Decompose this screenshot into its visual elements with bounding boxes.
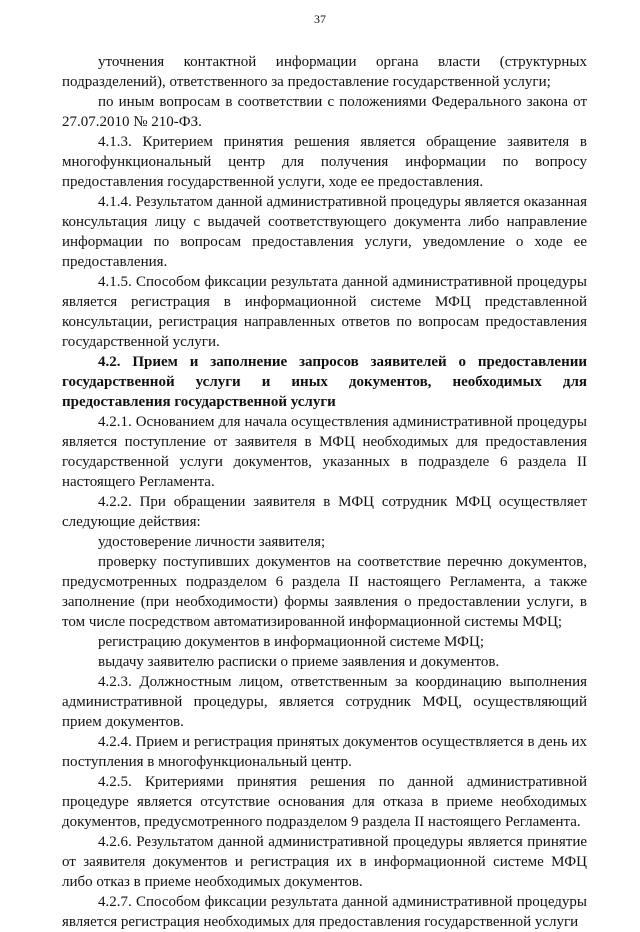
list-item: проверку поступивших документов на соответствие перечню документов, предусмотренных подразделом 6 раздела II настоящего Регламента, а также заполнение (при необходимости) формы заявления о предоставлении услуги, в том числе посредством автоматизированной информационной системы МФЦ; (62, 554, 587, 630)
list-item: регистрацию документов в информационной системе МФЦ; (98, 634, 485, 650)
section-heading: 4.2. Прием и заполнение запросов заявителей о предоставлении государственной услуги и иных документов, необходимых для предоставления государственной услуги (62, 354, 587, 410)
paragraph: 4.1.5. Способом фиксации результата данной административной процедуры является регистрация в информационной системе МФЦ представленной консультации, регистрация направленных ответов по вопросам предоставления государственной услуги. (62, 274, 587, 350)
paragraph: 4.2.2. При обращении заявителя в МФЦ сотрудник МФЦ осуществляет следующие действия: (62, 494, 587, 530)
paragraph: 4.2.6. Результатом данной административной процедуры является принятие от заявителя документов и регистрация их в информационной системе МФЦ либо отказ в приеме необходимых документов. (62, 834, 587, 890)
paragraph: 4.2.5. Критериями принятия решения по данной административной процедуре является отсутствие основания для отказа в приеме необходимых документов, предусмотренного подразделом 9 раздела II настоящего Регламента. (62, 774, 587, 830)
paragraph: 4.2.1. Основанием для начала осуществления административной процедуры является поступление от заявителя в МФЦ необходимых для предоставления государственной услуги документов, указанных в подразделе 6 раздела II настоящего Регламента. (62, 414, 587, 490)
paragraph: 4.2.3. Должностным лицом, ответственным за координацию выполнения административной процедуры, является сотрудник МФЦ, осуществляющий прием документов. (62, 674, 587, 730)
paragraph: 4.2.4. Прием и регистрация принятых документов осуществляется в день их поступления в многофункциональный центр. (62, 734, 587, 770)
list-item: выдачу заявителю расписки о приеме заявления и документов. (98, 654, 500, 670)
page-number: 37 (314, 12, 326, 26)
paragraph: уточнения контактной информации органа власти (структурных подразделений), ответственного за предоставление государственной услуги; (62, 54, 587, 90)
paragraph: 4.2.7. Способом фиксации результата данной административной процедуры является регистрация необходимых для предоставления государственной услуги (62, 894, 587, 930)
paragraph: 4.1.4. Результатом данной административной процедуры является оказанная консультация лицу с выдачей соответствующего документа либо направление информации по вопросам предоставления услуги, уведомление о ходе ее предоставления. (62, 194, 587, 270)
document-body (62, 52, 587, 932)
list-item: удостоверение личности заявителя; (98, 534, 326, 550)
paragraph: по иным вопросам в соответствии с положениями Федерального закона от 27.07.2010 № 210-ФЗ. (62, 94, 587, 130)
paragraph: 4.1.3. Критерием принятия решения является обращение заявителя в многофункциональный центр для получения информации по вопросу предоставления государственной услуги, ходе ее предоставления. (62, 134, 587, 190)
